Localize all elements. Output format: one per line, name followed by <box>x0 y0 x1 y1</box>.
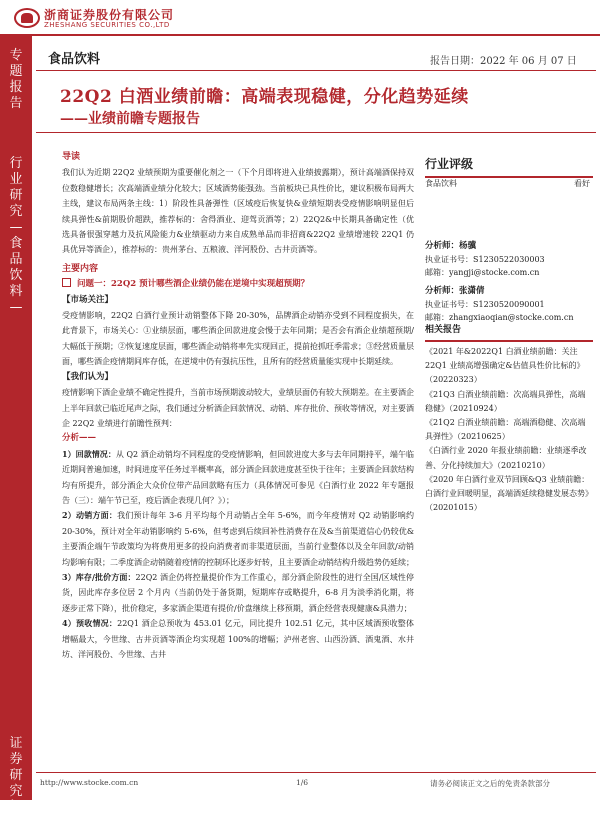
intro-paragraph: 我们认为近期 22Q2 业绩预期为重要催化剂之一（下个月即将进入业绩披露期），预计高端酒保持双位数稳健增长；次高端酒业绩分化较大；区域酒势能强劲。当前板块已具性价比，建议积极布局两大主线，建议布局两条主线：1）阶段性具备弹性（区域疫后恢复快&业绩短期表受疫情影响明显但后续具弹性&前期股价超跌，推荐标的：舍得酒业、迎驾贡酒等；2）22Q2&中长期具备确定性（优选具备很强穿越力及抗风险能力&业绩驱动力来自成熟单品而非招商&22Q2 业绩增速较 22Q1 仍具优异等酒企），推荐标的：贵州茅台、五粮液、洋河股份、古井贡酒等。 <box>62 168 414 255</box>
main-heading: 主要内容 <box>62 263 99 274</box>
list-item: 《21Q2 白酒业绩前瞻：高端酒稳健、次高端具弹性》（20210625） <box>425 418 586 442</box>
header-divider <box>0 34 600 36</box>
item-label: 预收情况： <box>76 618 118 629</box>
list-item: 《2021 年&2022Q1 白酒业绩前瞻：关注 22Q1 业绩高增强确定&估值具性价比标的》（20220323） <box>425 347 585 385</box>
list-item <box>62 616 414 662</box>
market-focus-paragraph: 受疫情影响，22Q2 白酒行业预计动销整体下降 20-30%，品牌酒企动销亦受到不同程度损失，在此背景下，市场关心：①业绩层面，哪些酒企回款进度会慢于去年同期；是否会有酒企业绩超预期/大幅低于预期；②恢复速度层面，哪些酒企动销将率先实现回正，提前抢抓旺季需求；③经营质量层面，哪些酒企疫情期间库存低，在逆境中仍有强抗压性，且所有的经营质量能实现中长期延续。 <box>62 311 414 367</box>
strip-char: 题 <box>9 64 23 79</box>
list-item <box>62 447 414 509</box>
strip-char: 研 <box>9 188 23 203</box>
item-label: 库存/批价方面： <box>75 571 136 582</box>
analyst-card <box>425 285 590 324</box>
checkbox-square-icon <box>62 278 71 287</box>
strip-char: 报 <box>9 800 23 815</box>
analyst-name: 分析师：张潇倩 <box>425 286 485 296</box>
category-label: 食品饮料 <box>48 52 101 67</box>
question-one <box>62 277 414 292</box>
analyst-block <box>425 240 590 324</box>
main-content <box>62 150 414 662</box>
strip-label-mid <box>0 156 32 316</box>
analyst-email: 邮箱：zhangxiaoqian@stocke.com.cn <box>425 313 574 322</box>
strip-char: 究 <box>9 784 23 799</box>
zheshang-logo-icon <box>14 8 40 28</box>
strip-char: 专 <box>9 48 23 63</box>
left-label-strip <box>0 36 32 831</box>
analyst-cert: 执业证书号：S1230520090001 <box>425 300 545 309</box>
footer-url: http://www.stocke.com.cn <box>40 778 139 787</box>
strip-label-bottom <box>0 736 32 832</box>
list-item: 《2020 年白酒行业双节回顾&Q3 业绩前瞻：白酒行业回暖明显，高端酒延续稳健发展态势》（20201015） <box>425 474 590 513</box>
page-subtitle: ——业绩前瞻专题报告 <box>60 111 200 127</box>
strip-char: 报 <box>9 80 23 95</box>
related-list <box>425 345 590 515</box>
list-item <box>62 508 414 570</box>
list-item: 《21Q3 白酒业绩前瞻：次高端具弹性，高端稳健》（20210924） <box>425 389 586 413</box>
rating-heading: 行业评级 <box>425 157 474 171</box>
strip-char: 研 <box>9 768 23 783</box>
strip-char: 饮 <box>9 268 23 283</box>
analysis-list <box>62 447 414 663</box>
strip-label-top <box>0 48 32 112</box>
rating-value: 看好 <box>574 179 590 188</box>
item-number: 2） <box>62 510 76 521</box>
intro-heading: 导读 <box>62 152 81 162</box>
our-view-paragraph: 疫情影响下酒企业绩不确定性提升，当前市场预期波动较大，业绩层面仍有较大预期差。在主要酒企上半年回款已临近尾声之际，我们通过分析酒企回款情况、动销、库存批价、预收等情况，对主要酒企 22Q2 业绩进行前瞻性预判： <box>62 388 414 428</box>
company-name-cn: 浙商证券股份有限公司 <box>44 8 175 22</box>
page-title: 22Q2 白酒业绩前瞻：高端表现稳健，分化趋势延续 <box>60 87 469 107</box>
analyst-card <box>425 240 590 279</box>
rating-row <box>425 177 590 190</box>
strip-char: 告 <box>9 816 23 831</box>
item-text: 我们预计每年 3-6 月平均每个月动销占全年 5-6%，而今年疫情对 Q2 动销影响约 20-30%，预计对全年动销影响约 5-6%，但考虑到后续回补性消费存在及&当前渠道信心仍较优&主要酒企端午节政策均为将费用更多的投向消费者而非渠道层面，当前行业整体以及全年回款/动销均影响有限；二季度酒企动销随着疫情的控制环比逐步好转，且主要酒企动销结构升级趋势仍延续； <box>62 511 414 567</box>
list-item <box>62 570 414 616</box>
strip-char: 究 <box>9 204 23 219</box>
strip-char: 食 <box>9 236 23 251</box>
item-text: 从 Q2 酒企动销均不同程度的受疫情影响，但回款进度大多与去年同期持平，端午临近期间普遍加速，时间进度平任务过半概率高，部分酒企回款进度甚至快于往年；主要酒企回款结构均有所提升，部分酒企大众价位带产品回款略有压力（具体情况可参见《白酒行业 2022 年专题报告（三）：端午节已至，疫后酒企表现几何？》）； <box>62 449 415 505</box>
report-date: 报告日期：2022 年 06 月 07 日 <box>430 56 577 67</box>
strip-char: 告 <box>9 96 23 111</box>
rating-industry: 食品饮料 <box>425 179 457 188</box>
item-number: 1） <box>62 448 76 459</box>
market-focus-tag: 【市场关注】 <box>62 294 114 305</box>
item-label: 动销方面： <box>76 510 118 521</box>
item-label: 回款情况： <box>75 448 116 459</box>
question-one-text: 问题一：22Q2 预计哪些酒企业绩仍能在逆境中实现超预期？ <box>77 279 310 290</box>
analyst-cert: 执业证书号：S1230522030003 <box>425 255 545 264</box>
strip-char: 券 <box>9 752 23 767</box>
item-number: 3） <box>62 571 76 582</box>
strip-char: 行 <box>9 156 23 171</box>
category-divider <box>36 70 596 71</box>
analyst-name: 分析师：杨骥 <box>425 241 477 251</box>
page-number: 1/6 <box>296 778 309 787</box>
strip-char: — <box>9 300 23 315</box>
rating-block <box>425 158 590 190</box>
strip-char: 品 <box>9 252 23 267</box>
analysis-tag: 分析—— <box>62 433 97 444</box>
analyst-email: 邮箱：yangji@stocke.com.cn <box>425 268 540 277</box>
item-text: 22Q2 酒企仍将控量提价作为工作重心，部分酒企阶段性的进行全国/区域性停货，因此库存多位居 2 个月内（当前仍处于备货期，短期库存或略提升，6-8 月为淡季消化期，将逐步正常下降），批价稳定，多家酒企渠道有提价/价盘继续上移预期，酒企经营表现健康&具潜力； <box>62 572 414 613</box>
item-text: 22Q1 酒企总预收为 453.01 亿元，同比提升 102.51 亿元，其中区域酒预收整体增幅最大，今世缘、古井贡酒等酒企均实现超 100%的增幅；泸州老窖、山西汾酒、酒鬼酒、水井坊、洋河股份、今世缘、古井 <box>62 619 415 659</box>
item-number: 4） <box>62 618 77 629</box>
list-item: 《白酒行业 2020 年报业绩前瞻：业绩逐季改善、分化持续加大》（20210210） <box>425 446 587 470</box>
related-heading: 相关报告 <box>425 325 462 335</box>
related-reports <box>425 324 590 515</box>
title-divider <box>36 132 596 133</box>
strip-char: — <box>9 220 23 235</box>
strip-char: 料 <box>9 284 23 299</box>
footer-divider <box>36 772 596 773</box>
company-name-en: ZHESHANG SECURITIES CO.,LTD <box>44 21 170 29</box>
strip-char: 证 <box>9 736 23 751</box>
strip-char: 业 <box>9 172 23 187</box>
footer-disclaimer: 请务必阅读正文之后的免责条款部分 <box>430 779 550 788</box>
our-view-tag: 【我们认为】 <box>62 371 114 382</box>
